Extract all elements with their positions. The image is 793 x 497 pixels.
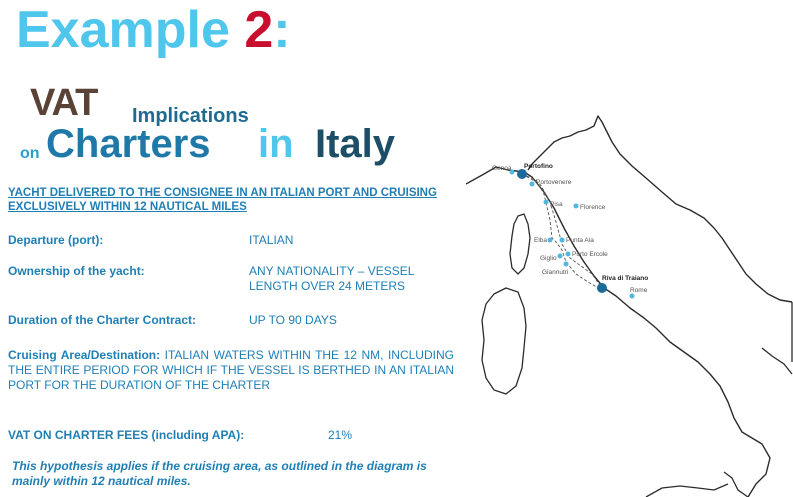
title-implications: Implications xyxy=(132,105,249,127)
portofino-marker xyxy=(517,169,527,179)
row-value: ANY NATIONALITY – VESSEL LENGTH OVER 24 METERS xyxy=(249,264,415,293)
cruising-area xyxy=(8,348,454,393)
giglio-label: Giglio xyxy=(540,255,557,262)
giannutri-marker xyxy=(564,262,569,267)
example-colon: : xyxy=(273,1,291,59)
punta-ala-marker xyxy=(560,238,565,243)
row-value: ITALIAN xyxy=(249,233,294,247)
elba-marker xyxy=(548,238,553,243)
riva-di-traiano-marker xyxy=(597,283,607,293)
example-word: Example xyxy=(16,1,245,59)
hypothesis-note: This hypothesis applies if the cruising area, as outlined in the diagram is mainly within 12 nautical miles. xyxy=(12,459,427,488)
giannutri-label: Giannutri xyxy=(542,269,569,276)
example-number: 2 xyxy=(244,1,274,59)
title-charters: Charters xyxy=(46,122,211,166)
title-in: in xyxy=(258,122,294,166)
cruising-value: ITALIAN WATERS WITHIN THE 12 NM, INCLUDING THE ENTIRE PERIOD FOR WHICH IF THE VESSEL IS BERTHED IN AN ITALIAN PORT FOR THE DURATION OF THE CHARTER xyxy=(8,348,454,392)
portovenere-label: Portovenere xyxy=(536,179,572,186)
punta-ala-label: Punta Ala xyxy=(566,237,594,244)
row-value: UP TO 90 DAYS xyxy=(249,313,337,327)
row-label: Ownership of the yacht: xyxy=(8,264,145,278)
row-label: Departure (port): xyxy=(8,233,104,247)
cruising-label: Cruising Area/Destination: xyxy=(8,348,161,362)
pisa-marker xyxy=(544,200,549,205)
corsica-island xyxy=(510,214,530,274)
riva-di-traiano-label: Riva di Traiano xyxy=(602,275,649,282)
florence-label: Florence xyxy=(580,204,606,211)
florence-marker xyxy=(574,204,579,209)
elba-label: Elba xyxy=(534,237,548,244)
italy-map xyxy=(466,112,793,497)
title-on: on xyxy=(20,145,40,162)
porto-ercole-label: Porto Ercole xyxy=(572,251,608,258)
rome-marker xyxy=(630,294,635,299)
sicily-island xyxy=(646,484,728,497)
sardinia-island xyxy=(482,288,526,394)
italy-mainland xyxy=(466,116,792,497)
portofino-label: Portofino xyxy=(524,163,553,170)
pisa-label: Pisa xyxy=(550,201,563,208)
title-italy: Italy xyxy=(315,122,396,166)
title-vat: VAT xyxy=(30,82,98,124)
row-label: Duration of the Charter Contract: xyxy=(8,313,197,327)
italy-heel xyxy=(762,302,792,374)
vat-fees-value: 21% xyxy=(328,428,353,442)
giglio-marker xyxy=(558,254,563,259)
vat-fees-row xyxy=(8,428,353,443)
section-heading: YACHT DELIVERED TO THE CONSIGNEE IN AN ITALIAN PORT AND CRUISING EXCLUSIVELY WITHIN 12 NAUTICAL MILES xyxy=(8,187,437,213)
porto-ercole-marker xyxy=(566,252,571,257)
rome-label: Rome xyxy=(630,287,648,294)
genoa-label: Genoa xyxy=(492,165,512,172)
example-title xyxy=(16,1,291,59)
vat-fees-label: VAT ON CHARTER FEES (including APA): xyxy=(8,428,245,442)
portovenere-marker xyxy=(530,182,535,187)
